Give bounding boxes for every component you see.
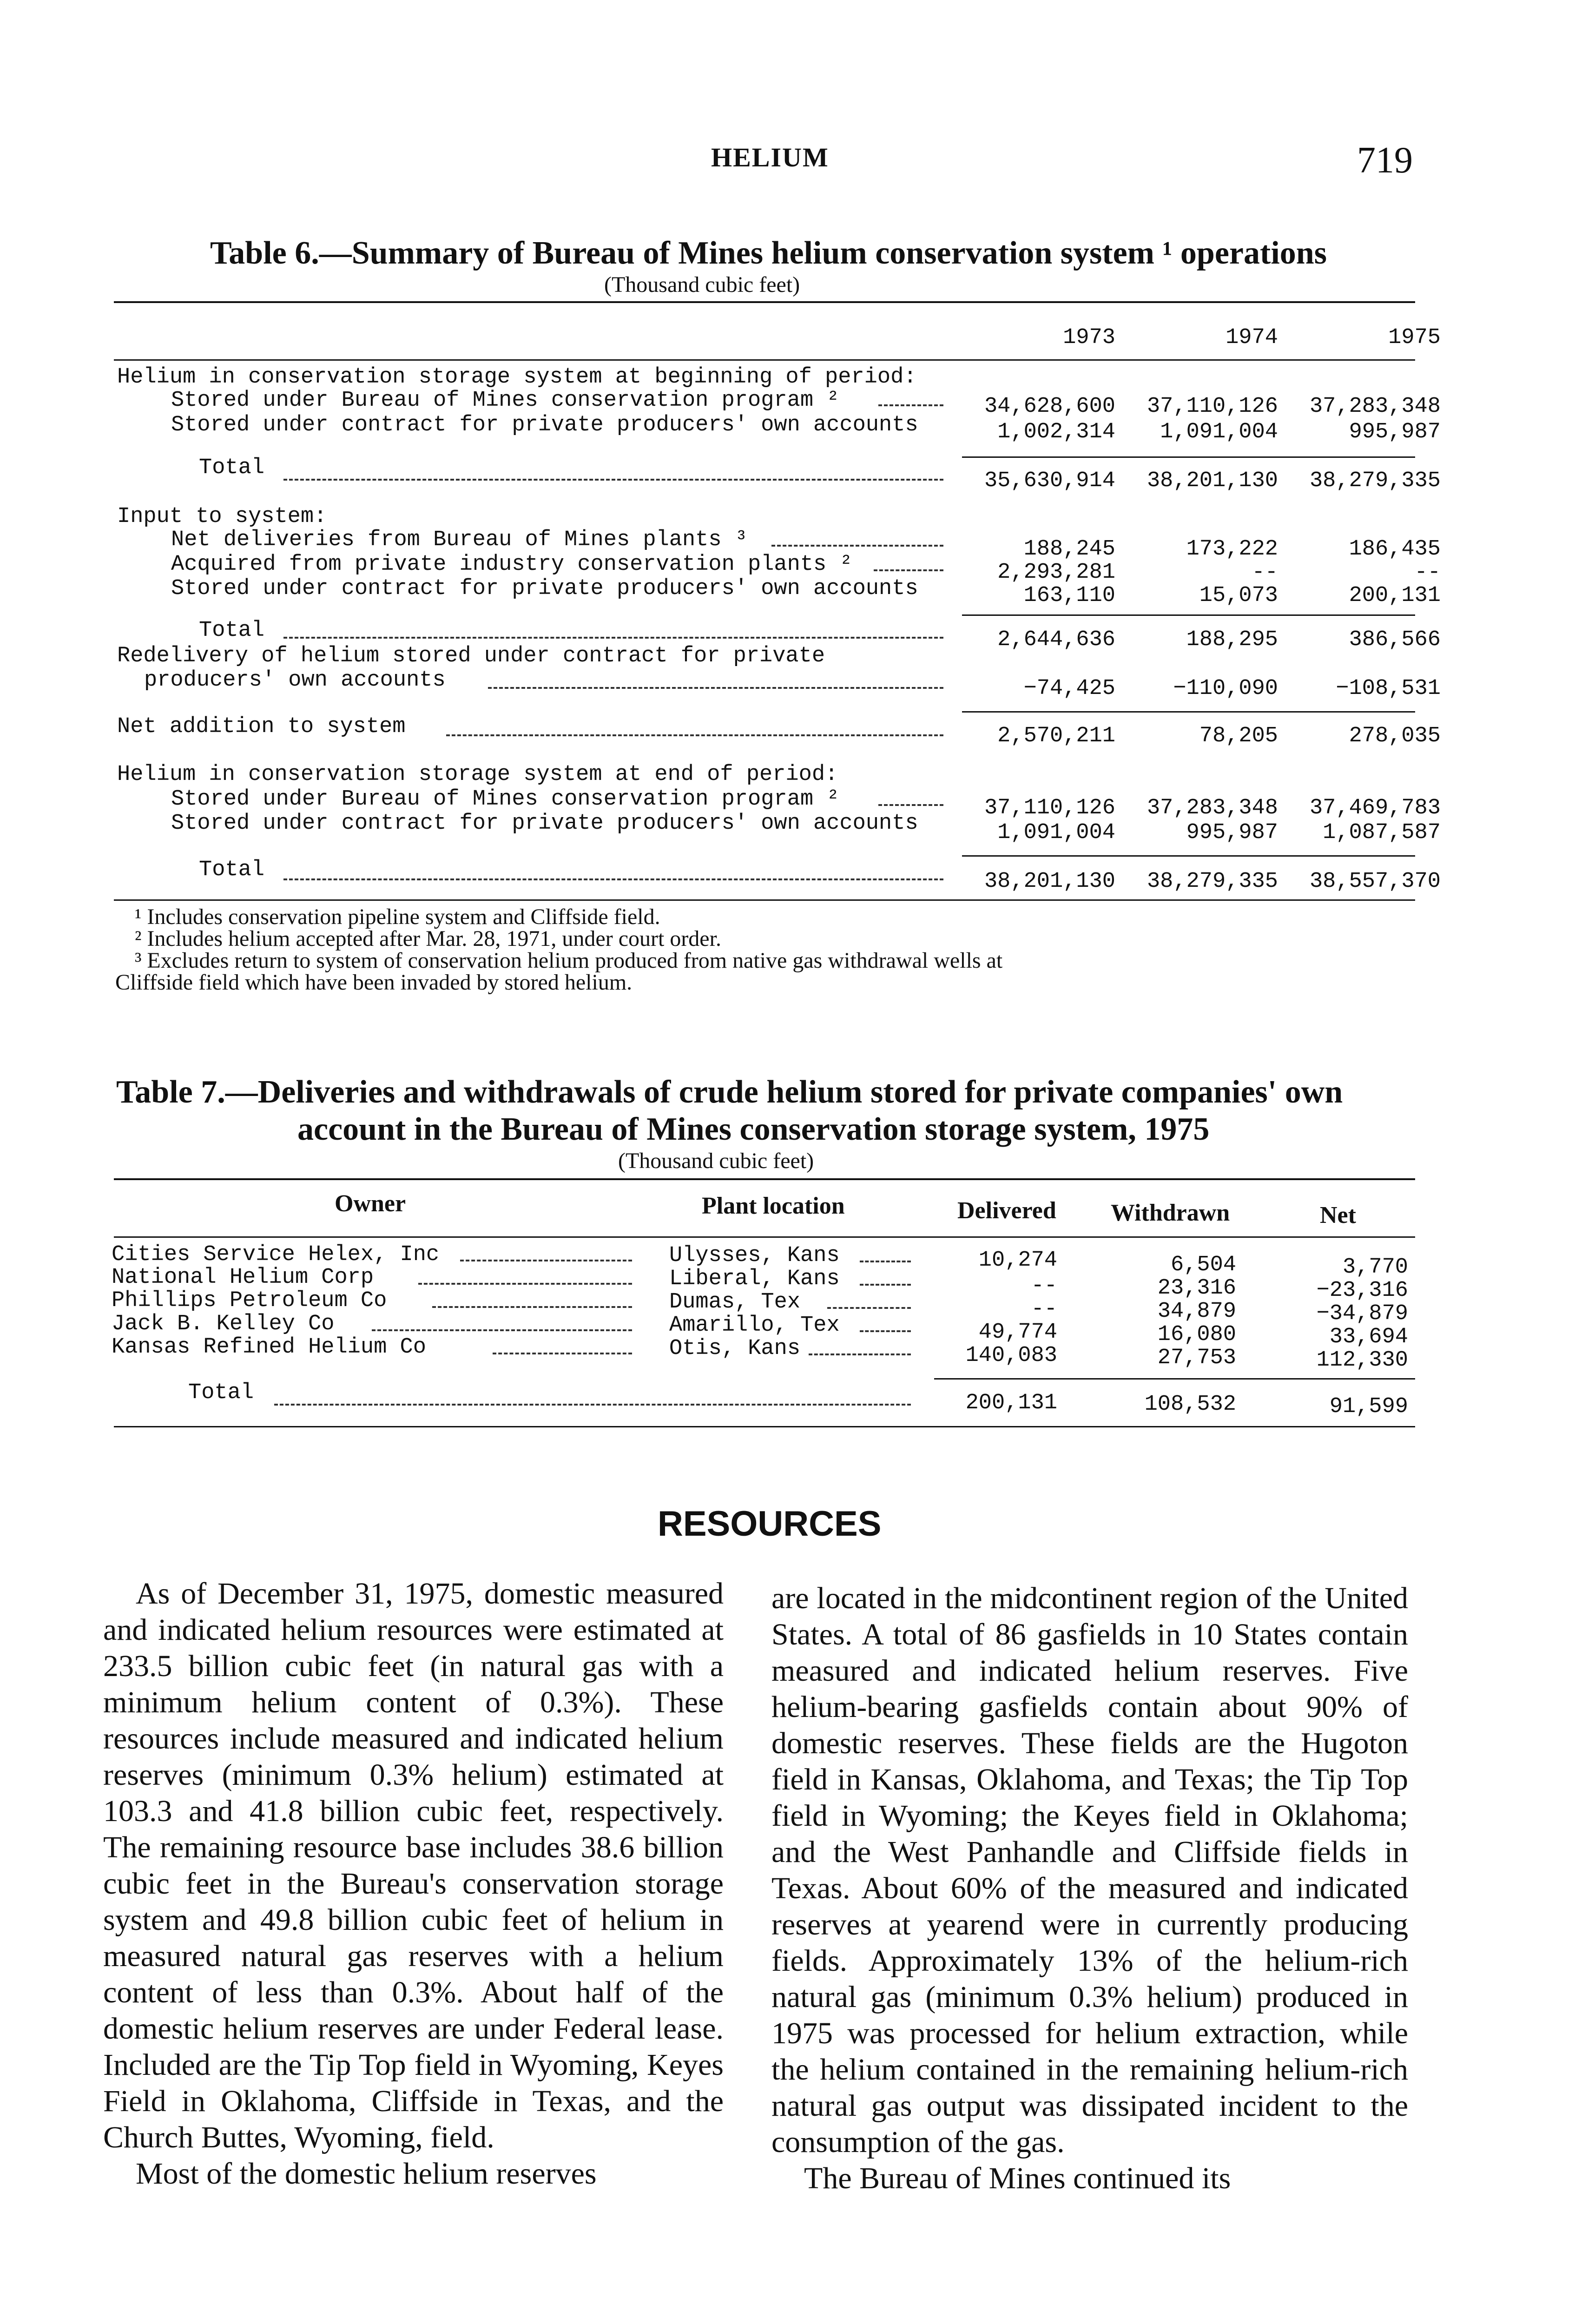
subtotal-rule — [962, 711, 1415, 713]
table7-withdrawn: 27,753 — [1157, 1346, 1236, 1370]
table6-cell: 38,201,130 — [984, 869, 1115, 894]
table6-row-label: Helium in conservation storage system at beginning of period: — [117, 365, 917, 390]
table7-delivered: -- — [1031, 1297, 1057, 1321]
leader-dots — [446, 734, 943, 736]
leader-dots — [432, 1306, 632, 1308]
table7-total-net: 91,599 — [1329, 1394, 1408, 1419]
table7-owner: Jack B. Kelley Co — [112, 1312, 335, 1336]
table6-cell: 37,469,783 — [1309, 796, 1441, 820]
table6-row-label: Helium in conservation storage system at end of period: — [117, 762, 838, 787]
table6-subcaption: (Thousand cubic feet) — [604, 272, 800, 297]
table6-cell: 15,073 — [1199, 583, 1278, 608]
leader-dots — [283, 637, 943, 639]
table6-cell: 1,091,004 — [1160, 420, 1278, 444]
table6-header-rule — [114, 359, 1415, 361]
table6-year-1975: 1975 — [1388, 325, 1441, 350]
table6-cell: 78,205 — [1199, 724, 1278, 748]
table6-row-label: Acquired from private industry conservation plants ² — [171, 552, 853, 577]
leader-dots — [372, 1329, 632, 1331]
table7-location: Amarillo, Tex — [669, 1313, 840, 1338]
table6-cell: 37,283,348 — [1147, 796, 1278, 820]
table7-withdrawn: 6,504 — [1170, 1253, 1236, 1277]
leader-dots — [488, 687, 943, 689]
table6-cell: 37,110,126 — [984, 796, 1115, 820]
subtotal-rule — [934, 1378, 1415, 1380]
table7-net: −34,879 — [1316, 1301, 1408, 1326]
table7-caption-line1: Table 7.—Deliveries and withdrawals of crude helium stored for private companies' own — [116, 1074, 1343, 1110]
table7-delivered: -- — [1031, 1274, 1057, 1298]
table6-cell: 38,557,370 — [1309, 869, 1441, 894]
table6-cell: 186,435 — [1349, 537, 1441, 561]
leader-dots — [418, 1283, 632, 1285]
table6-row-label: producers' own accounts — [144, 668, 446, 693]
table6-row-label: Stored under contract for private producers' own accounts — [171, 576, 918, 601]
section-heading: RESOURCES — [658, 1504, 882, 1544]
table6-cell: 38,201,130 — [1147, 469, 1278, 493]
table7-subcaption: (Thousand cubic feet) — [618, 1149, 814, 1173]
table6-cell: -- — [1414, 560, 1441, 585]
leader-dots — [878, 404, 943, 406]
table6-row-label: Total — [199, 618, 265, 643]
table6-cell: 38,279,335 — [1309, 469, 1441, 493]
table6-cell: 200,131 — [1349, 583, 1441, 608]
leader-dots — [283, 878, 943, 880]
table6-cell: −110,090 — [1173, 676, 1278, 701]
table6-footnote: Cliffside field which have been invaded by stored helium. — [115, 970, 633, 995]
table6-row-label: Redelivery of helium stored under contract for private — [117, 644, 825, 668]
table6-cell: −108,531 — [1336, 676, 1441, 701]
leader-dots — [493, 1353, 632, 1354]
table6-cell: 34,628,600 — [984, 394, 1115, 419]
table7-owner: Cities Service Helex, Inc — [112, 1242, 440, 1267]
table7-withdrawn: 16,080 — [1157, 1322, 1236, 1347]
leader-dots — [274, 1404, 911, 1406]
paragraph: Most of the domestic helium reserves — [136, 2157, 597, 2191]
body-right-column — [771, 1580, 1408, 2197]
table6-row-label: Net addition to system — [117, 714, 406, 739]
table6-cell: 2,293,281 — [997, 560, 1115, 585]
table7-header-rule — [114, 1236, 1415, 1238]
leader-dots — [460, 1260, 632, 1261]
table6-footnote: ¹ Includes conservation pipeline system and Cliffside field. — [135, 905, 660, 929]
table6-cell: 173,222 — [1186, 537, 1278, 561]
table7-header-location: Plant location — [702, 1193, 845, 1219]
body-left-column — [103, 1576, 724, 2192]
table6-bottom-rule — [114, 899, 1415, 901]
leader-dots — [771, 545, 943, 547]
table6-cell: 995,987 — [1349, 420, 1441, 444]
table7-delivered: 10,274 — [978, 1248, 1057, 1273]
table6-cell: 278,035 — [1349, 724, 1441, 748]
table7-header-withdrawn: Withdrawn — [1111, 1200, 1230, 1226]
table6-cell: 38,279,335 — [1147, 869, 1278, 894]
table7-total-label: Total — [188, 1380, 254, 1405]
table7-header-net: Net — [1320, 1202, 1356, 1228]
table7-owner: Kansas Refined Helium Co — [112, 1335, 426, 1360]
table6-row-label: Total — [199, 858, 265, 882]
running-head: HELIUM — [711, 142, 829, 172]
table6-row-label: Total — [199, 456, 265, 480]
table6-cell: 37,110,126 — [1147, 394, 1278, 419]
table7-net: 3,770 — [1342, 1255, 1408, 1280]
table7-total-withdrawn: 108,532 — [1144, 1392, 1236, 1417]
subtotal-rule — [962, 614, 1415, 616]
table6-cell: 1,087,587 — [1323, 820, 1441, 845]
page-number: 719 — [1357, 140, 1413, 181]
table6-row-label: Net deliveries from Bureau of Mines plants ³ — [171, 528, 748, 552]
subtotal-rule — [962, 855, 1415, 857]
table6-footnote: ³ Excludes return to system of conservation helium produced from native gas withdrawal wells at — [135, 948, 1003, 973]
table6-caption: Table 6.—Summary of Bureau of Mines helium conservation system ¹ operations — [210, 235, 1327, 271]
table7-net: 112,330 — [1316, 1348, 1408, 1373]
leader-dots — [874, 569, 943, 571]
table6-row-label: Stored under Bureau of Mines conservation program ² — [171, 388, 840, 413]
table7-withdrawn: 23,316 — [1157, 1276, 1236, 1301]
table6-cell: 188,295 — [1186, 627, 1278, 652]
table7-header-delivered: Delivered — [957, 1197, 1056, 1224]
table7-owner: Phillips Petroleum Co — [112, 1288, 387, 1313]
table7-owner: National Helium Corp — [112, 1265, 374, 1290]
table7-location: Ulysses, Kans — [669, 1243, 840, 1268]
table7-net: 33,694 — [1329, 1325, 1408, 1349]
table7-delivered: 49,774 — [978, 1320, 1057, 1345]
table6-cell: 1,002,314 — [997, 420, 1115, 444]
leader-dots — [878, 804, 943, 806]
table6-cell: 188,245 — [1023, 537, 1115, 561]
table7-net: −23,316 — [1316, 1278, 1408, 1303]
table6-cell: 2,570,211 — [997, 724, 1115, 748]
table6-cell: −74,425 — [1023, 676, 1115, 701]
paragraph: are located in the midcontinent region of the United States. A total of 86 gasfields in 10 States contain measured and indicated helium reserves. Five helium-bearing gasfields contain about 90% of domestic reserves. These fields are the Hugoton field in Kansas, Oklahoma, and Texas; the Tip Top field in Wyoming; the Keyes field in Oklahoma; and the West Panhandle and Cliffside fields in Texas. About 60% of the measured and indicated reserves at yearend were in currently producing fields. Approximately 13% of the helium-rich natural gas (minimum 0.3% helium) produced in 1975 was processed for helium extraction, while the helium contained in the remaining helium-rich natural gas output was dissipated incident to the consumption of the gas. — [771, 1581, 1408, 2159]
table6-cell: 995,987 — [1186, 820, 1278, 845]
table6-year-1973: 1973 — [1063, 325, 1115, 350]
table6-row-label: Stored under contract for private producers' own accounts — [171, 811, 918, 836]
paragraph: The Bureau of Mines continued its — [804, 2161, 1231, 2195]
paragraph: As of December 31, 1975, domestic measured and indicated helium resources were estimated at 233.5 billion cubic feet (in natural gas with a minimum helium content of 0.3%). These resources include measured and indicated helium reserves (minimum 0.3% helium) estimated at 103.3 and 41.8 billion cubic feet, respectively. The remaining resource base includes 38.6 billion cubic feet in the Bureau's conservation storage system and 49.8 billion cubic feet of helium in measured natural gas reserves with a helium content of less than 0.3%. About half of the domestic helium reserves are under Federal lease. Included are the Tip Top field in Wyoming, Keyes Field in Oklahoma, Cliffside in Texas, and the Church Buttes, Wyoming, field. — [103, 1577, 724, 2154]
table6-row-label: Input to system: — [117, 504, 327, 529]
table7-top-rule — [114, 1178, 1415, 1180]
table7-withdrawn: 34,879 — [1157, 1299, 1236, 1324]
table7-bottom-rule — [114, 1426, 1415, 1427]
table6-cell: 2,644,636 — [997, 627, 1115, 652]
table7-delivered: 140,083 — [965, 1343, 1057, 1368]
table6-year-1974: 1974 — [1226, 325, 1278, 350]
table6-top-rule — [114, 301, 1415, 303]
table6-cell: 163,110 — [1023, 583, 1115, 608]
table7-location: Dumas, Tex — [669, 1290, 801, 1314]
table6-cell: -- — [1252, 560, 1278, 585]
subtotal-rule — [962, 456, 1415, 458]
table7-header-owner: Owner — [335, 1190, 406, 1217]
table6-cell: 35,630,914 — [984, 469, 1115, 493]
table6-cell: 37,283,348 — [1309, 394, 1441, 419]
leader-dots — [283, 479, 943, 481]
table7-location: Liberal, Kans — [669, 1267, 840, 1291]
table6-cell: 386,566 — [1349, 627, 1441, 652]
table6-footnote: ² Includes helium accepted after Mar. 28, 1971, under court order. — [135, 926, 721, 951]
table7-caption-line2: account in the Bureau of Mines conservation storage system, 1975 — [297, 1111, 1210, 1147]
table6-row-label: Stored under Bureau of Mines conservation program ² — [171, 787, 840, 812]
table7-location: Otis, Kans — [669, 1336, 801, 1361]
table7-total-delivered: 200,131 — [965, 1391, 1057, 1415]
table6-row-label: Stored under contract for private producers' own accounts — [171, 413, 918, 437]
table6-cell: 1,091,004 — [997, 820, 1115, 845]
